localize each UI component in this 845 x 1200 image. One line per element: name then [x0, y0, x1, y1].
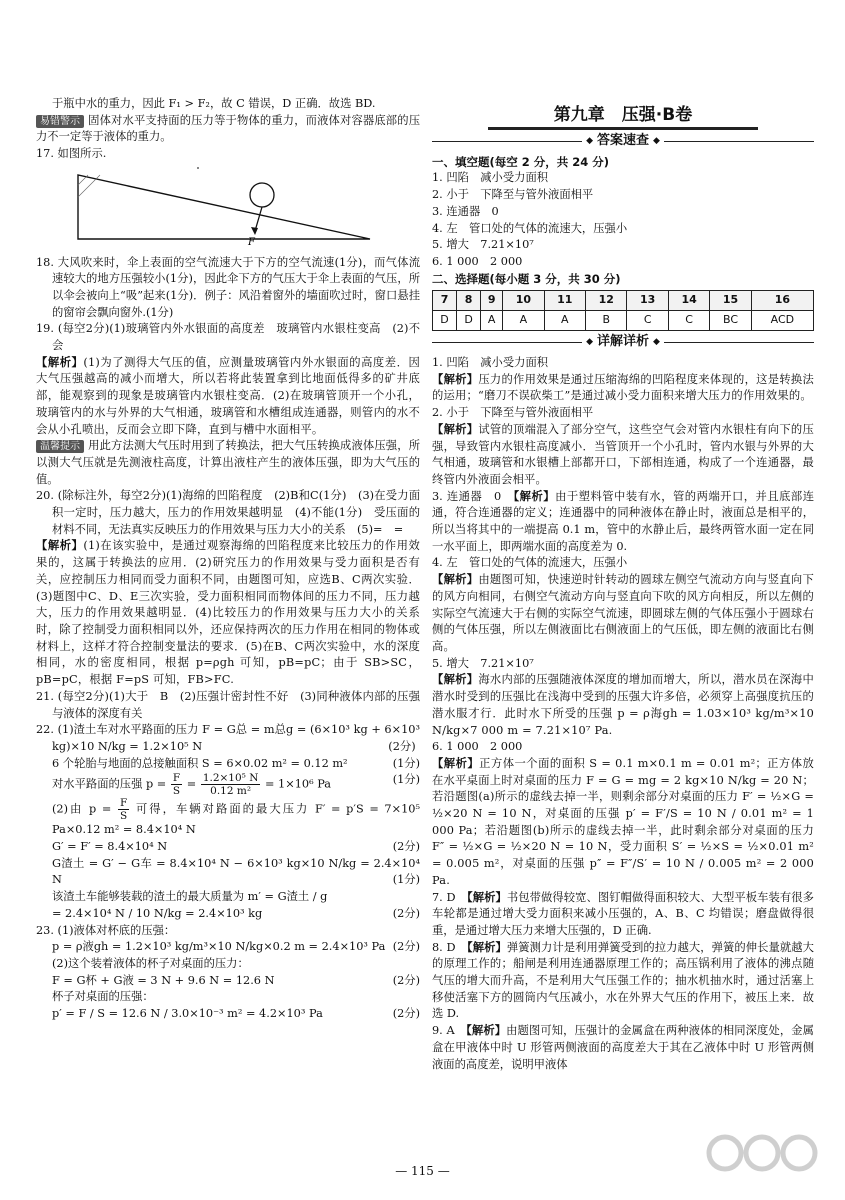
force-label: F: [248, 236, 255, 247]
answer-cell: A: [544, 311, 585, 331]
page-number: — 115 —: [395, 1164, 450, 1178]
table-answer-row: [433, 311, 814, 331]
answer-22-line2: [36, 756, 420, 773]
detailed-analysis-banner: [432, 334, 814, 351]
divider: [664, 342, 814, 343]
analysis-text: 由于塑料管中装有水，管的两端开口，并且底部连通，符合连通器的定义；连通器中的同种液体在静止时，液面总是相平的，所以当将其中的一端提高 0.1 m，管中的水静止后，最终两管水面一定在同一水平面上，即两端水面的高度差为 0.: [432, 489, 814, 553]
detail-1-analysis: [432, 372, 814, 405]
right-column: [432, 98, 814, 1073]
detail-2: 2. 小于 下降至与管外液面相平: [432, 406, 594, 420]
answer-20-analysis: [36, 538, 420, 688]
tip-mistake-text: 固体对水平支持面的压力等于物体的重力，而液体对容器底部的压力不一定等于液体的重力。: [36, 113, 420, 144]
analysis-tag: 【解析】: [432, 422, 479, 436]
question-number-cell: 9: [481, 291, 503, 311]
tip-warm-tag: 温馨提示: [36, 440, 84, 453]
quick-answer-2: 2. 小于 下降至与管外液面相平: [432, 188, 594, 202]
quick-answer-5: 5. 增大 7.21×10⁷: [432, 238, 534, 252]
detail-3: [432, 489, 814, 556]
choice-answer-table: [432, 290, 814, 331]
answer-22-text: G渣土 = G′ − G车 = 8.4×10⁴ N − 6×10³ kg×10 N/kg = 2.4×10⁴ N: [52, 856, 420, 887]
diamond-icon: ◆: [653, 136, 660, 146]
answer-19: 19. (每空2分)(1)玻璃管内外水银面的高度差 玻璃管内水银柱变高 (2)不会: [36, 322, 420, 353]
quick-answer-6: 6. 1 000 2 000: [432, 254, 523, 268]
analysis-tag: 【解析】: [513, 489, 556, 503]
quick-answer-1: 1. 凹陷 减小受力面积: [432, 171, 549, 185]
detail-6: 6. 1 000 2 000: [432, 740, 523, 754]
answer-22-line5: [36, 839, 420, 856]
analysis-text: 弹簧测力计是利用弹簧受到的拉力越大，弹簧的伸长量就越大的原理工作的；船闸是利用连通器原理工作的；高压锅利用了液体的沸点随气压的增大而升高，不是利用大气压强工作的；抽水机抽水时，通过活塞上移使活塞下方的圆筒内气压减小，水在外界大气压的作用下，被压上来．故选 D.: [432, 940, 814, 1021]
points: (2分): [392, 840, 420, 854]
question-number-cell: 14: [668, 291, 709, 311]
detail-answer: 3. 连通器 0: [432, 489, 502, 503]
answer-cell: BC: [710, 311, 751, 331]
detail-2-analysis: [432, 422, 814, 489]
detail-1: 1. 凹陷 减小受力面积: [432, 356, 549, 370]
analysis-text: (1)在该实验中，是通过观察海绵的凹陷程度来比较压力的作用效果的，这属于转换法的应用．(2)研究压力的作用效果与受力面积是否有关，应控制压力相同而受力面积不同，由题图可知，应选B、C两次实验．(3)题图中C、D、E三次实验，受力面积相同而物体间的压力不同，压力越大，压力的作用效果越明显．(4)比较压力的作用效果与压力大小的关系时，除了控制受力面积相同以外，还应保持两次的压力作用在相同的物体或材料上，这样才符合控制变量法的要求．(5)在B、C两次实验中，水的深度相同，水的密度相同，根据 p=ρgh 可知，pB=pC；由于 SB>SC，pB=pC，根据 F=pS 可知，FB>FC.: [36, 539, 420, 687]
quick-answer-3: 3. 连通器 0: [432, 204, 499, 218]
answer-22-text: 对水平路面的压强 p =: [52, 777, 167, 791]
question-number-cell: 7: [433, 291, 457, 311]
points: (1分): [392, 756, 420, 770]
banner-label: 答案速查: [597, 133, 650, 148]
answer-18: 18. 大风吹来时，伞上表面的空气流速大于下方的空气流速(1分)，而气体流速较大的地方压强较小(1分)，因此伞下方的气压大于伞上表面的气压，所以伞会被向上“吸”起来(1分)．例子：风沿着窗外的墙面吹过时，窗口悬挂的窗帘会飘向窗外.(1分): [36, 255, 420, 319]
ball: [250, 183, 274, 207]
points: (2分): [392, 906, 420, 920]
answer-23-line6: [36, 1006, 420, 1023]
incline-force-diagram: [48, 165, 378, 247]
answer-cell: C: [627, 311, 668, 331]
section-fill-blank: 一、填空题(每空 2 分，共 24 分): [432, 154, 610, 169]
answer-cell: A: [503, 311, 544, 331]
answer-19-analysis: [36, 355, 420, 439]
analysis-tag: 【解析】: [36, 539, 84, 553]
tip-mistake: [36, 113, 420, 146]
tip-mistake-tag: 易错警示: [36, 115, 84, 128]
answer-cell: ACD: [751, 311, 813, 331]
quick-answer-banner: [432, 133, 814, 150]
answer-22-text: G′ = F′ = 8.4×10⁴ N: [52, 840, 168, 854]
left-column: [36, 96, 420, 1023]
points: (1分): [392, 773, 420, 787]
detail-5-analysis: [432, 672, 814, 739]
detail-6-analysis: [432, 756, 814, 890]
detail-5: 5. 增大 7.21×10⁷: [432, 656, 534, 670]
analysis-tag: 【解析】: [432, 573, 479, 587]
analysis-text: 试管的顶端混入了部分空气，这些空气会对管内水银柱有向下的压强，导致管内水银柱高度减小．当管顶开一个小孔时，管内水银与外界的大气相通，玻璃管和水银槽上部都开口，下部相连通，构成了一个连通器，最终管内外液面会相平。: [432, 422, 814, 486]
detail-9: [432, 1023, 814, 1073]
answer-cell: B: [586, 311, 627, 331]
answer-22-text: (2)由 p =: [52, 802, 112, 816]
answer-22-line4: [36, 797, 420, 839]
answer-20: 20. (除标注外，每空2分)(1)海绵的凹陷程度 (2)B和C(1分) (3)在受力面积一定时，压力越大，压力的作用效果越明显 (4)不能(1分) 受压面的材料不同，无法真实反映压力的作用效果与压力大小的关系 (5)= =: [36, 489, 420, 536]
points: (2分): [388, 739, 416, 753]
answer-22-line3: 对水平路面的压强 p = $\frac{F}{S}$ = $\frac{\text{1.2×10⁵ N}}{\text{0.12 m²}}$ = 1×10⁶ Pa (1分): [52, 772, 420, 798]
question-number-cell: 15: [710, 291, 751, 311]
points: (2分): [392, 940, 420, 954]
question-number-cell: 11: [544, 291, 585, 311]
detail-answer: 8. D: [432, 940, 456, 954]
tip-warm: [36, 438, 420, 488]
points: (2分): [392, 973, 420, 987]
divider: [664, 141, 814, 142]
answer-23-line3: (2)这个装着液体的杯子对桌面的压力：: [52, 956, 249, 970]
analysis-text: (1)为了测得大气压的值，应测量玻璃管内外水银面的高度差．因大气压强越高的减小而增大，所以若将此装置拿到比地面低得多的矿井底部，能观察到的现象是玻璃管内水银柱变高．(2)在玻璃管顶开一个小孔，玻璃管内的水与外界的大气相通，玻璃管和水槽组成连通器，则管内的水不会从小孔喷出，反而会立即下降，直到与槽中水面相平。: [36, 355, 420, 436]
answer-16-tail: 于瓶中水的重力，因此 F₁ > F₂，故 C 错误，D 正确．故选 BD.: [52, 97, 376, 110]
fraction: $\frac{F}{S}$: [172, 772, 181, 798]
fraction: $\frac{\text{1.2×10⁵ N}}{\text{0.12 m²}}$: [202, 772, 259, 798]
analysis-tag: 【解析】: [466, 890, 507, 904]
divider: [432, 141, 582, 142]
answer-cell: D: [457, 311, 481, 331]
detail-8: [432, 940, 814, 1024]
analysis-text: 由题图可知，快速逆时针转动的圆球左侧空气流动方向与竖直向下的风方向相同，右侧空气流动方向与竖直向下吹的风方向相反，所以左侧的实际空气流速大于右侧的实际空气流速，即圆球左侧的气体压强小于圆球右侧的气体压强，所以左侧液面比右侧液面上的气压低，即左侧的液面比右侧高。: [432, 573, 814, 653]
answer-cell: C: [668, 311, 709, 331]
tip-warm-text: 用此方法测大气压时用到了转换法，把大气压转换成液体压强，所以测大气压就是先测液柱高度，计算出液柱产生的液体压强，即为大气压的值。: [36, 439, 420, 486]
detail-4-analysis: [432, 572, 814, 656]
chapter-underline: [488, 127, 758, 130]
answer-23-text: p′ = F / S = 12.6 N / 3.0×10⁻³ m² = 4.2×10³ Pa: [52, 1007, 323, 1021]
answer-23-line5: 杯子对桌面的压强：: [52, 990, 154, 1004]
answer-23-line1: 23. (1)液体对杯底的压强：: [36, 923, 176, 937]
analysis-tag: 【解析】: [466, 1024, 507, 1038]
diamond-icon: ◆: [586, 337, 593, 348]
analysis-text: 书包带做得较宽、图钉帽做得面积较大、大型平板车装有很多车轮都是通过增大受力面积来减小压强的，A、B、C 均错误；磨盘做得很重，是通过增大压力来增大压强的，D 正确.: [432, 890, 814, 937]
section-choice: 二、选择题(每小题 3 分，共 30 分): [432, 271, 621, 286]
detail-7: [432, 890, 814, 940]
analysis-tag: 【解析】: [432, 673, 479, 687]
analysis-tag: 【解析】: [432, 756, 480, 770]
answer-22-text: 6 个轮胎与地面的总接触面积 S = 6×0.02 m² = 0.12 m²: [52, 756, 348, 770]
analysis-text: 正方体一个面的面积 S = 0.1 m×0.1 m = 0.01 m²；正方体放在水平桌面上时对桌面的压力 F = G = mg = 2 kg×10 N/kg = 20 N；若沿题图(a)所示的虚线去掉一半，则剩余部分对桌面的压力 F′ = ½×G = ½×20 N = 10 N，对桌面的压强 p′ = F′/S = 10 N / 0.01 m² = 1 000 Pa；若沿题图(b)所示的虚线去掉一半，此时剩余部分对桌面的压力 F″ = ½×G = ½×20 N = 10 N，受力面积 S′ = ½×S = ½×0.01 m² = 0.005 m²，对桌面的压强 p″ = F″/S′ = 10 N / 0.005 m² = 2 000 Pa.: [432, 756, 814, 887]
detail-4: 4. 左 管口处的气体的流速大，压强小: [432, 556, 628, 570]
points: (2分): [392, 1007, 420, 1021]
analysis-text: 压力的作用效果是通过压缩海绵的凹陷程度来体现的，这是转换法的运用；“磨刀不误砍柴工”是通过减小受力面积来增大压力的作用效果的。: [432, 372, 814, 403]
banner-label: 详解详析: [597, 334, 650, 350]
analysis-tag: 【解析】: [432, 372, 479, 386]
fraction: $\frac{F}{S}$: [120, 797, 128, 823]
answer-23-text: F = G杯 + G液 = 3 N + 9.6 N = 12.6 N: [52, 973, 275, 987]
diamond-icon: ◆: [586, 136, 593, 146]
watermark-logo: [700, 1125, 830, 1195]
detail-answer: 9. A: [432, 1024, 455, 1038]
answer-23-line2: [36, 939, 420, 956]
answer-22-line1: [36, 722, 420, 755]
diamond-icon: ◆: [653, 337, 660, 348]
table-header-row: [433, 291, 814, 311]
quick-answer-4: 4. 左 管口处的气体的流速大，压强小: [432, 221, 628, 235]
analysis-text: 由题图可知，压强计的金属盒在两种液体的相同深度处，金属盒在甲液体中时 U 形管两侧液面的高度差大于其在乙液体中时 U 形管两侧液面的高度差，说明甲液体: [432, 1024, 814, 1071]
question-number-cell: 13: [627, 291, 668, 311]
question-number-cell: 16: [751, 291, 813, 311]
answer-22-line8: [36, 906, 420, 923]
answer-22-line6: [36, 856, 420, 889]
analysis-tag: 【解析】: [466, 940, 507, 954]
answer-cell: A: [481, 311, 503, 331]
question-number-cell: 8: [457, 291, 481, 311]
chapter-title: 第九章 压强·B卷: [553, 105, 693, 125]
answer-21: 21. (每空2分)(1)大于 B (2)压强计密封性不好 (3)同种液体内部的压强与液体的深度有关: [36, 689, 420, 720]
answer-22-text: 可得，车辆对路面的最大压力 F′ = p′S = 7×10⁵ Pa×0.12 m² = 8.4×10⁴ N: [52, 802, 420, 837]
analysis-text: 海水内部的压强随液体深度的增加而增大，所以，潜水员在深海中潜水时受到的压强比在浅海中受到的压强大许多倍，必须穿上高强度抗压的潜水服才行．此时水下所受的压强 p = ρ海gh = 1.03×10³ kg/m³×10 N/kg×7 000 m = 7.21×10⁷ Pa.: [432, 673, 814, 737]
divider: [432, 342, 582, 343]
points: (1分): [392, 873, 420, 887]
answer-cell: D: [433, 311, 457, 331]
question-number-cell: 10: [503, 291, 544, 311]
answer-22-text: = 1×10⁶ Pa: [265, 777, 332, 791]
detail-answer: 7. D: [432, 890, 456, 904]
answer-17: 17. 如图所示.: [36, 147, 107, 161]
answer-23-text: p = ρ液gh = 1.2×10³ kg/m³×10 N/kg×0.2 m = 2.4×10³ Pa: [52, 940, 386, 954]
question-number-cell: 12: [586, 291, 627, 311]
analysis-tag: 【解析】: [36, 355, 84, 369]
answer-22-line7: 该渣土车能够装载的渣土的最大质量为 m′ = G渣土 / g: [52, 890, 328, 904]
answer-22-text: = 2.4×10⁴ N / 10 N/kg = 2.4×10³ kg: [52, 906, 263, 920]
answer-23-line4: [36, 973, 420, 990]
answer-22-text: 22. (1)渣土车对水平路面的压力 F = G总 = m总g = (6×10³ kg + 6×10³ kg)×10 N/kg = 1.2×10⁵ N: [36, 723, 420, 753]
